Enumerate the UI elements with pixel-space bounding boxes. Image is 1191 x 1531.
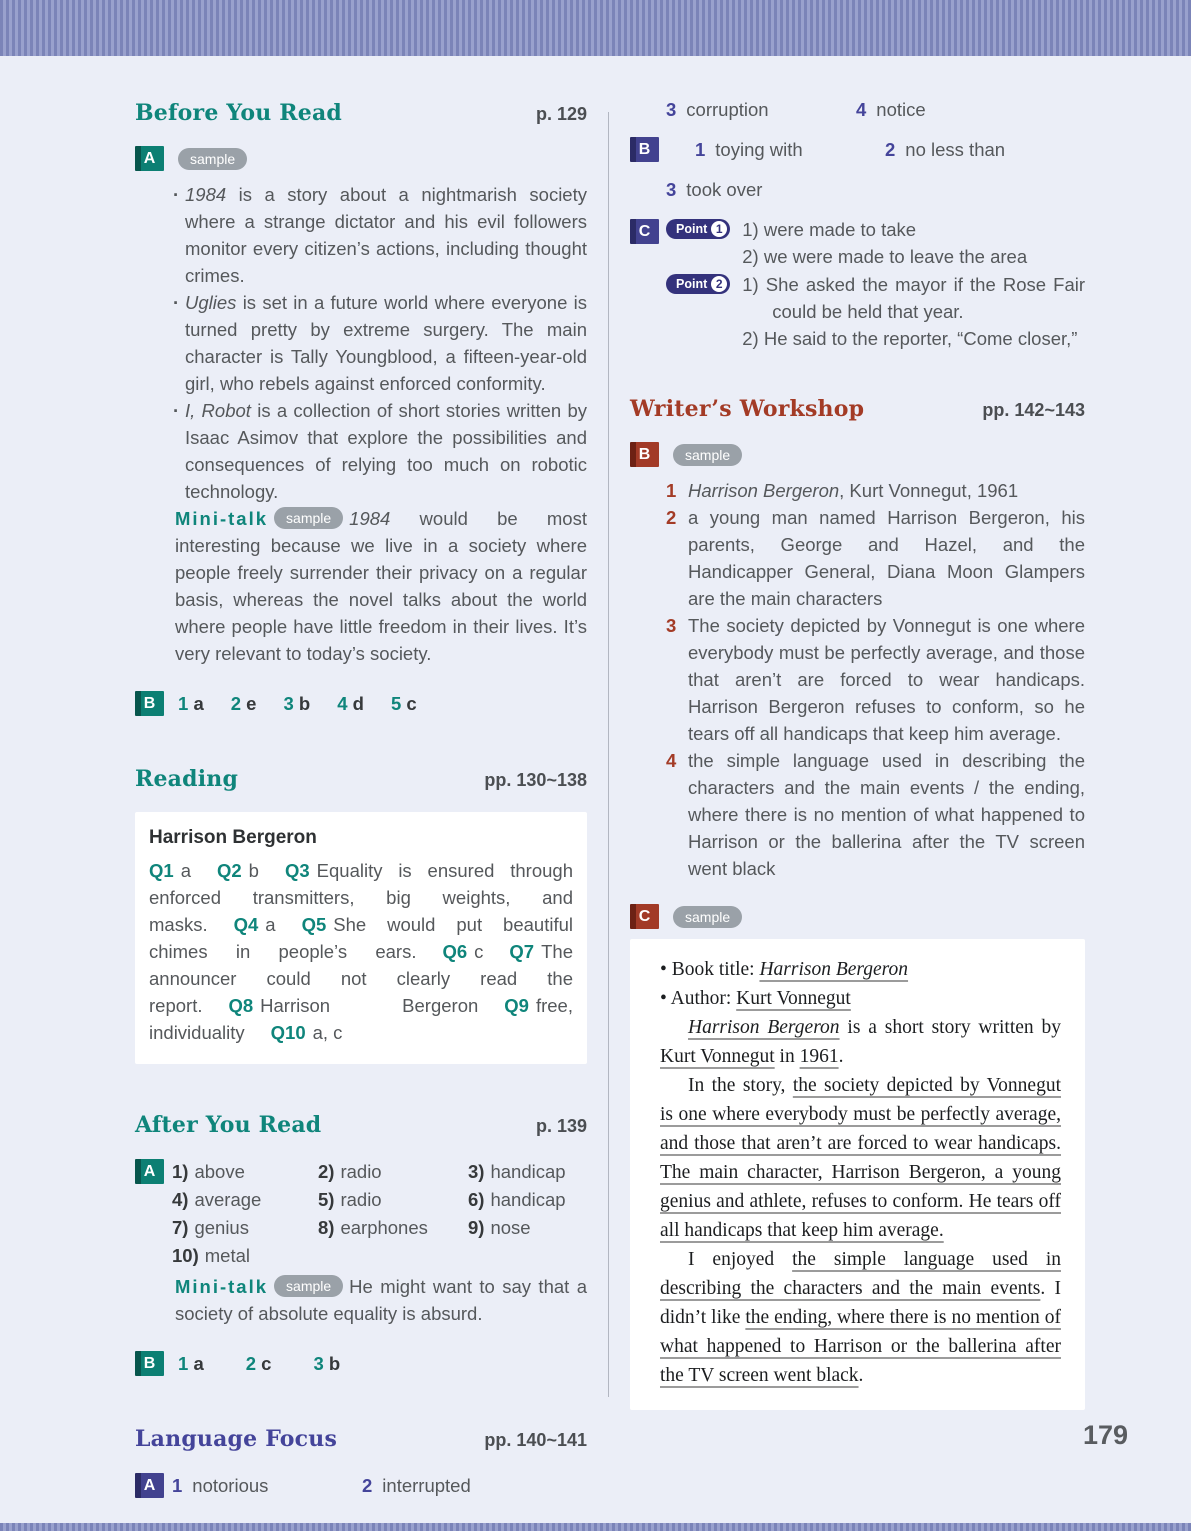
fill-in-item xyxy=(172,1186,318,1213)
exercise-b-answers xyxy=(135,1351,587,1376)
exercise-a-row xyxy=(135,1472,587,1499)
point-number: 2 xyxy=(711,276,727,292)
item-number: 5) xyxy=(318,1189,335,1210)
point-1-answers xyxy=(742,216,1085,270)
item-value: notorious xyxy=(192,1475,269,1496)
item-number: 1 xyxy=(695,139,706,160)
point-answer-line: 2) He said to the reporter, “Come closer,” xyxy=(742,328,1078,349)
item-text: The society depicted by Vonnegut is one where everybody must be perfectly average, and those that aren’t are forced to wear handicaps. Harrison Bergeron refuses to conform, so he tears off all handicaps that keep him average. xyxy=(688,615,1085,744)
item-number: 1 xyxy=(666,480,677,501)
item-number: 1 xyxy=(172,1475,183,1496)
item-number: 3 xyxy=(666,615,677,636)
item-number: 4 xyxy=(856,99,867,120)
item-number: 9) xyxy=(468,1217,485,1238)
answer-number: 5 xyxy=(390,692,402,714)
book-report-paragraph: I enjoyed the simple language used in describing the characters and the main events. I didn’t like the ending, where there is no mention of what happened to Harrison or the ballerina after the TV screen went black. xyxy=(660,1249,1061,1386)
section-header xyxy=(135,100,587,126)
sample-pill: sample xyxy=(274,507,343,529)
section-after-you-read xyxy=(135,1112,587,1376)
question-value: She would put beautiful chimes in people’s ears. xyxy=(149,914,573,962)
bullet-item xyxy=(135,397,587,505)
section-writers-workshop xyxy=(630,396,1085,1410)
question-answer xyxy=(234,914,276,935)
mini-talk-paragraph xyxy=(135,1273,587,1327)
section-title-writers-workshop: Writer’s Workshop xyxy=(630,396,865,422)
point-2-answers xyxy=(742,271,1085,352)
question-label: Q4 xyxy=(233,914,259,935)
left-column xyxy=(135,100,587,1499)
mini-talk-label: Mini-talk xyxy=(175,508,269,529)
section-header xyxy=(135,766,587,792)
section-header xyxy=(135,1112,587,1138)
exercise-a-row xyxy=(135,1158,587,1271)
mini-talk-paragraph xyxy=(135,505,587,667)
answer-number: 4 xyxy=(337,692,348,714)
book-report-paragraph: Harrison Bergeron is a short story written by Kurt Vonnegut in 1961. xyxy=(660,1017,1061,1067)
question-answer xyxy=(149,860,191,881)
vocab-item xyxy=(666,176,856,203)
question-value: free, individuality xyxy=(149,995,573,1043)
item-number: 2 xyxy=(362,1475,373,1496)
item-value: radio xyxy=(340,1189,382,1210)
question-label: Q5 xyxy=(301,914,327,935)
answer-pair xyxy=(337,693,364,714)
item-value: average xyxy=(194,1189,262,1210)
item-value: interrupted xyxy=(382,1475,471,1496)
book-report-paragraphs xyxy=(660,1013,1061,1390)
answer-letter: d xyxy=(352,692,364,714)
point-2-block xyxy=(666,271,1085,352)
exercise-badge-a: A xyxy=(135,1159,164,1184)
item-number: 1) xyxy=(172,1161,189,1182)
answer-letter: b xyxy=(328,1352,341,1374)
bullet-text: I, Robot is a collection of short stories written by Isaac Asimov that explore the possibilities and consequences of relying too much on robotic technology. xyxy=(185,400,588,502)
exercise-badge-b: B xyxy=(135,691,164,716)
item-number: 4 xyxy=(666,750,677,771)
book-report-bullet: • Author: Kurt Vonnegut xyxy=(660,988,851,1009)
section-reading xyxy=(135,766,587,1064)
fill-in-item xyxy=(318,1186,468,1213)
bullet-item xyxy=(135,289,587,397)
item-value: handicap xyxy=(490,1161,566,1182)
question-answer xyxy=(442,941,483,962)
exercise-b-answers xyxy=(135,691,587,716)
section-title-after-you-read: After You Read xyxy=(135,1112,322,1138)
section-language-focus-continued xyxy=(630,96,1085,353)
point-2-badge xyxy=(666,274,730,294)
question-label: Q3 xyxy=(284,860,310,881)
section-language-focus xyxy=(135,1426,587,1499)
answer-number: 1 xyxy=(178,692,189,714)
answer-number: 3 xyxy=(313,1352,324,1374)
points-container xyxy=(666,216,1085,353)
fill-in-item xyxy=(468,1214,587,1241)
answer-letter: c xyxy=(406,692,417,714)
exercise-badge-a: A xyxy=(135,1473,164,1498)
question-value: The announcer could not clearly read the report. xyxy=(149,941,573,1016)
answer-pair xyxy=(246,1353,272,1374)
reading-answers xyxy=(149,857,573,1046)
fill-in-item xyxy=(318,1158,468,1185)
item-number: 3 xyxy=(666,99,677,120)
exercise-badge-a: A xyxy=(135,146,164,171)
answer-pairs xyxy=(178,1353,382,1375)
reading-box-title: Harrison Bergeron xyxy=(149,827,317,848)
vocab-item xyxy=(885,136,1085,163)
sample-pill: sample xyxy=(673,444,742,466)
vocab-item xyxy=(172,1472,362,1499)
item-value: notice xyxy=(876,99,926,120)
bottom-decorative-band xyxy=(0,1523,1191,1531)
item-value: above xyxy=(194,1161,245,1182)
question-label: Q6 xyxy=(442,941,468,962)
page-ref: pp. 130~138 xyxy=(484,770,587,790)
sample-pill: sample xyxy=(178,148,247,170)
vocab-item xyxy=(695,136,885,163)
book-report-bullet: • Book title: Harrison Bergeron xyxy=(660,959,909,980)
answer-pair xyxy=(313,1353,340,1374)
vocab-grid xyxy=(630,96,1085,123)
mini-talk-text: He might want to say that a society of absolute equality is absurd. xyxy=(175,1276,587,1324)
answer-letter: a xyxy=(193,1352,204,1374)
workshop-answer-item xyxy=(630,747,1085,882)
question-label: Q2 xyxy=(216,860,242,881)
fill-in-grid xyxy=(164,1158,587,1269)
answer-number: 2 xyxy=(230,692,242,714)
question-label: Q8 xyxy=(228,995,254,1016)
question-value: Harrison Bergeron xyxy=(260,995,479,1016)
reading-answer-box xyxy=(135,812,587,1064)
exercise-badge-b: B xyxy=(630,137,659,162)
answer-pair xyxy=(178,693,204,714)
question-value: a xyxy=(265,914,276,935)
workshop-answer-item xyxy=(630,612,1085,747)
question-answer xyxy=(217,860,259,881)
vocab-grid xyxy=(164,1472,587,1499)
question-label: Q9 xyxy=(504,995,529,1016)
question-answer xyxy=(271,1022,343,1043)
item-value: earphones xyxy=(340,1217,428,1238)
item-text: a young man named Harrison Bergeron, his parents, George and Hazel, and the Handicapper General, Diana Moon Glampers are the main characters xyxy=(688,507,1085,609)
point-answer-line: 1) She asked the mayor if the Rose Fair could be held that year. xyxy=(742,274,1085,322)
fill-in-item xyxy=(172,1214,318,1241)
item-text: the simple language used in describing the characters and the main events / the ending, where there is no mention of what happened to Harrison or the ballerina after the TV screen went black xyxy=(688,750,1085,879)
point-word: Point xyxy=(676,222,708,236)
exercise-badge-b: B xyxy=(135,1351,164,1376)
exercise-a-row xyxy=(135,146,587,171)
item-value: took over xyxy=(686,179,763,200)
bullet-item xyxy=(135,181,587,289)
point-number: 1 xyxy=(711,221,727,237)
right-column xyxy=(630,96,1085,1410)
item-number: 2) xyxy=(318,1161,335,1182)
point-answer-line: 2) we were made to leave the area xyxy=(742,246,1028,267)
vocab-item xyxy=(856,96,1085,123)
point-answer-line: 1) were made to take xyxy=(742,219,917,240)
item-value: nose xyxy=(490,1217,531,1238)
answer-letter: a xyxy=(193,692,204,714)
page-ref: p. 139 xyxy=(535,1116,587,1136)
answer-pair xyxy=(391,693,417,714)
item-number: 3) xyxy=(468,1161,485,1182)
bullet-text: Uglies is set in a future world where everyone is turned pretty by extreme surgery. The main character is Tally Youngblood, a fifteen-year-old girl, who rebels against enforced conformity. xyxy=(185,292,587,394)
exercise-c-row xyxy=(630,904,1085,929)
question-value: c xyxy=(474,941,484,962)
answer-pair xyxy=(231,693,257,714)
section-header xyxy=(135,1426,587,1452)
exercise-badge-c: C xyxy=(630,219,659,244)
fill-in-item xyxy=(318,1214,468,1241)
exercise-badge-c: C xyxy=(630,904,659,929)
answer-number: 3 xyxy=(283,692,294,714)
question-label: Q10 xyxy=(270,1022,306,1043)
vocab-grid xyxy=(630,176,1085,203)
item-value: no less than xyxy=(905,139,1006,160)
answer-pair xyxy=(283,693,310,714)
workshop-answer-item xyxy=(630,504,1085,612)
bullet-list xyxy=(135,181,587,505)
answer-pairs xyxy=(178,693,444,715)
point-1-badge xyxy=(666,219,730,239)
section-title-before-you-read: Before You Read xyxy=(135,100,343,126)
question-value: a, c xyxy=(312,1022,343,1043)
book-report-box xyxy=(630,939,1085,1410)
item-number: 2 xyxy=(666,507,677,528)
answer-pair xyxy=(178,1353,204,1374)
answer-letter: c xyxy=(261,1352,272,1374)
section-title-language-focus: Language Focus xyxy=(135,1426,338,1452)
sample-pill: sample xyxy=(673,906,742,928)
bullet-text: 1984 is a story about a nightmarish society where a strange dictator and his evil followers monitor every citizen’s actions, including thought crimes. xyxy=(185,184,587,286)
top-decorative-band xyxy=(0,0,1191,56)
answer-number: 1 xyxy=(178,1352,189,1374)
answer-number: 2 xyxy=(245,1352,257,1374)
mini-talk-text: 1984 would be most interesting because we live in a society where people freely surrender their privacy on a regular basis, whereas the novel talks about the world where people have little freedom in their lives. It’s very relevant to today’s society. xyxy=(175,508,587,664)
question-value: a xyxy=(180,860,191,881)
item-number: 8) xyxy=(318,1217,335,1238)
section-header xyxy=(630,396,1085,422)
item-value: corruption xyxy=(686,99,769,120)
question-value: Equality is ensured through enforced transmitters, big weights, and masks. xyxy=(149,860,573,935)
item-number: 10) xyxy=(172,1245,199,1266)
vocab-item xyxy=(666,96,856,123)
item-value: toying with xyxy=(715,139,803,160)
fill-in-item xyxy=(172,1158,318,1185)
item-text: Harrison Bergeron, Kurt Vonnegut, 1961 xyxy=(688,480,1019,501)
vocab-item xyxy=(362,1472,587,1499)
answer-letter: e xyxy=(246,692,257,714)
item-number: 6) xyxy=(468,1189,485,1210)
point-word: Point xyxy=(676,277,708,291)
item-number: 7) xyxy=(172,1217,189,1238)
book-report-paragraph: In the story, the society depicted by Vonnegut is one where everybody must be perfectly average, and those that aren’t are forced to wear handicaps. The main character, Harrison Bergeron, a young genius and athlete, refuses to conform. He tears off all handicaps that keep him average. xyxy=(660,1075,1061,1241)
item-value: metal xyxy=(204,1245,250,1266)
exercise-badge-b: B xyxy=(630,442,659,467)
section-title-reading: Reading xyxy=(135,766,239,792)
workshop-answer-item xyxy=(630,477,1085,504)
item-number: 4) xyxy=(172,1189,189,1210)
item-value: handicap xyxy=(490,1189,566,1210)
book-report-bullets xyxy=(660,955,1061,1013)
mini-talk-label: Mini-talk xyxy=(175,1276,269,1297)
item-number: 3 xyxy=(666,179,677,200)
exercise-c-row xyxy=(630,216,1085,353)
vocab-grid xyxy=(659,136,1085,163)
fill-in-item xyxy=(172,1242,318,1269)
fill-in-item xyxy=(468,1158,587,1185)
question-answer xyxy=(228,995,478,1016)
workshop-answer-list xyxy=(630,477,1085,882)
question-label: Q1 xyxy=(149,860,174,881)
question-value: b xyxy=(248,860,259,881)
page-ref: pp. 140~141 xyxy=(484,1430,587,1450)
fill-in-item xyxy=(468,1186,587,1213)
page-number: 179 xyxy=(1083,1420,1129,1450)
question-label: Q7 xyxy=(509,941,535,962)
section-before-you-read xyxy=(135,100,587,716)
item-value: genius xyxy=(194,1217,249,1238)
answer-letter: b xyxy=(298,692,311,714)
page-ref: pp. 142~143 xyxy=(982,400,1085,420)
page-ref: p. 129 xyxy=(535,104,587,124)
point-1-block xyxy=(666,216,1085,270)
exercise-b-row xyxy=(630,442,1085,467)
item-number: 2 xyxy=(885,139,896,160)
sample-pill: sample xyxy=(274,1275,343,1297)
exercise-b-row xyxy=(630,136,1085,163)
item-value: radio xyxy=(340,1161,382,1182)
column-divider xyxy=(608,112,609,1397)
